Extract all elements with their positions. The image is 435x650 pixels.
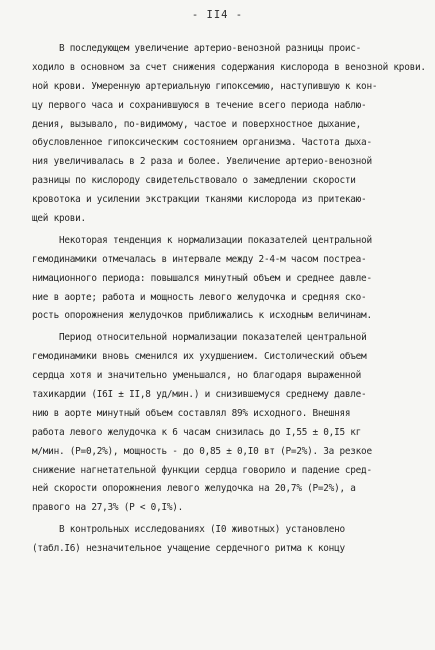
text-line: В последующем увеличение артерио-венозной разницы проис- [59,43,362,54]
text-line: ния увеличивалась в 2 раза и более. Увеличение артерио-венозной [32,156,372,168]
text-line: м/мин. (P=0,2%), мощность - до 0,85 ± 0,I0 вт (P=2%). За резкое [32,445,372,457]
text-line: обусловленное гипоксическим состоянием организма. Частота дыха- [32,137,372,149]
document-body [32,40,426,559]
text-line: работа левого желудочка к 6 часам снизилась до I,55 ± 0,I5 кг [32,426,362,438]
text-line: кровотока и усилении экстракции тканями кислорода из притекаю- [32,194,367,206]
paragraph-4 [32,521,404,559]
text-line: щей крови. [32,213,86,225]
text-line: ние в аорте; работа и мощность левого желудочка и средняя ско- [32,291,367,303]
text-line: сердца хотя и значительно уменьшался, но благодаря выраженной [32,370,362,382]
text-line: ней скорости опорожнения левого желудочка на 20,7% (P=2%), а [32,483,356,495]
text-line: гемодинамики отмечалась в интервале между 2-4-м часом постреа- [32,253,367,265]
text-line: цу первого часа и сохранившуюся в течение всего периода наблю- [32,99,367,111]
text-line: Некоторая тенденция к нормализации показателей центральной [59,234,372,246]
text-line: Период относительной нормализации показателей центральной [59,332,367,344]
text-line: нию в аорте минутный объем составлял 89% исходного. Внешняя [32,407,351,419]
paragraph-3 [32,329,404,518]
text-line: гемодинамики вновь сменился их ухудшением. Систолический объем [32,351,367,363]
text-line: снижение нагнетательной функции сердца говорило и падение сред- [32,464,372,476]
page-number: - II4 - [191,9,244,21]
text-line: правого на 27,3% (P < 0,I%). [32,502,184,514]
text-line: тахикардии (I6I ± II,8 уд/мин.) и снизившемуся среднему давле- [32,389,367,401]
text-line: дения, вызывало, по-видимому, частое и поверхностное дыхание, [32,118,362,130]
text-line: (табл.I6) незначительное учащение сердечного ритма к концу [32,543,345,555]
paragraph-2 [32,232,404,326]
text-line: ной крови. Умеренную артериальную гипоксемию, наступившую к кон- [32,80,378,92]
text-line: разницы по кислороду свидетельствовало о замедлении скорости [32,175,356,187]
text-line: нимационного периода: повышался минутный объем и среднее давле- [32,272,372,284]
text-line: ходило в основном за счет снижения содержания кислорода в венозной крови. [32,61,426,73]
paragraph-1 [32,40,426,229]
text-line: рость опорожнения желудочков приближались к исходным величинам. [32,310,372,322]
text-line: В контрольных исследованиях (I0 животных) установлено [59,524,345,536]
